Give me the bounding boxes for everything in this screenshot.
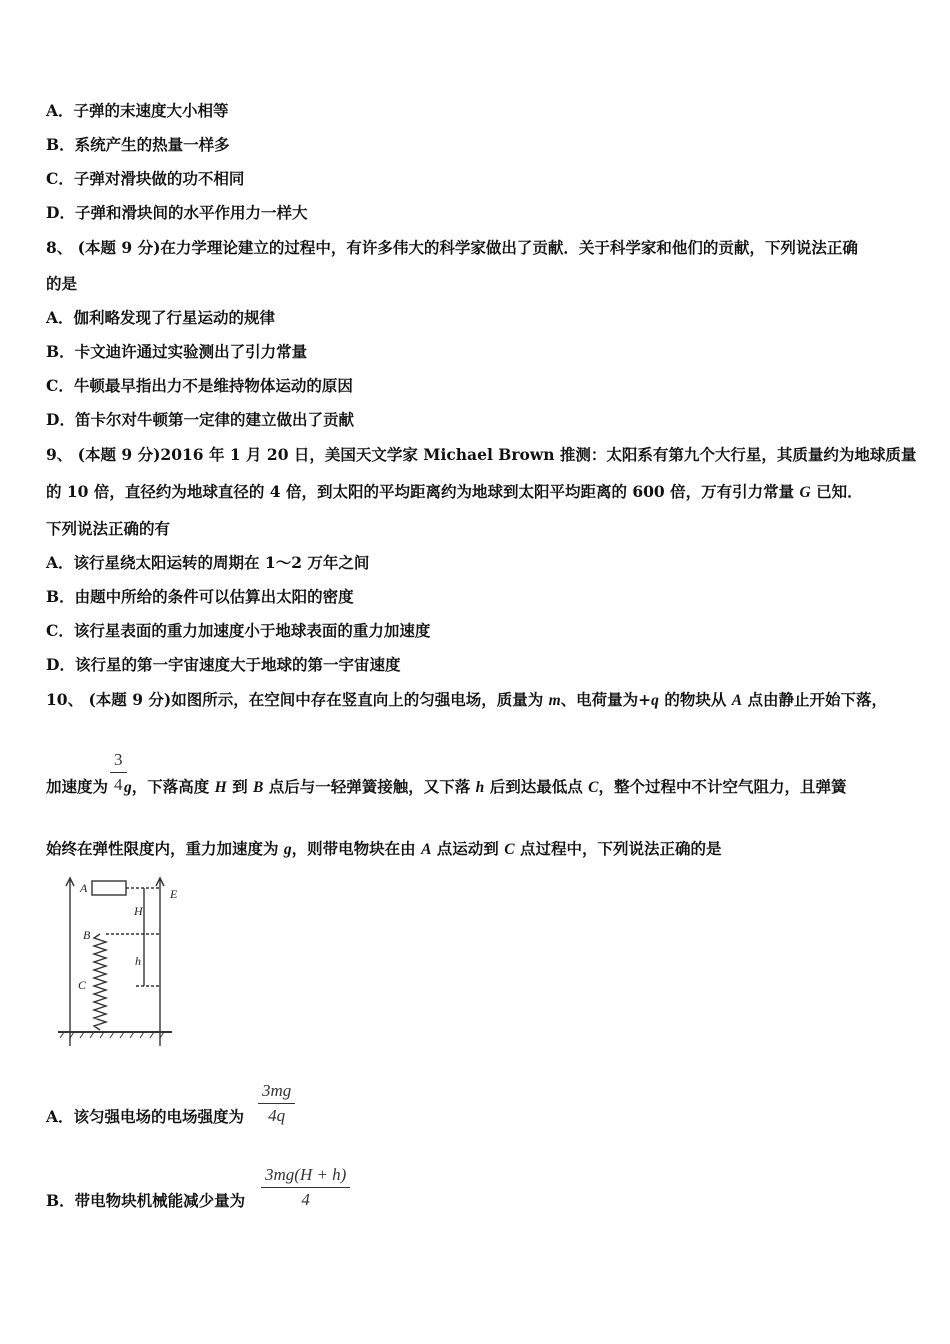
- q9-stem-line2: 的 10 倍，直径约为地球直径的 4 倍，到太阳的平均距离约为地球到太阳平均距离的 600 倍，万有引力常量 G 已知．: [46, 482, 863, 501]
- q9-stem-line3: 下列说法正确的有: [46, 519, 171, 538]
- label-b: B: [83, 928, 91, 942]
- q8-option-d: D．笛卡尔对牛顿第一定律的建立做出了贡献: [46, 410, 354, 429]
- spring-field-figure: [56, 870, 196, 1050]
- q10-option-a: A．该匀强电场的电场强度为: [46, 1107, 245, 1126]
- block-a: [92, 881, 126, 895]
- q7-option-a: A．子弹的末速度大小相等: [46, 101, 229, 120]
- q8-stem-line2: 的是: [46, 274, 78, 293]
- label-h-big: H: [134, 904, 143, 918]
- q10-stem-line2: 加速度为 g，下落高度 H 到 B 点后与一轻弹簧接触，又下落 h 后到达最低点 C，整个过程中不计空气阻力，且弹簧: [46, 777, 847, 796]
- q10-stem-line3: 始终在弹性限度内，重力加速度为 g，则带电物块在由 A 点运动到 C 点过程中，下列说法正确的是: [46, 839, 722, 858]
- q10-option-b: B．带电物块机械能减少量为: [46, 1191, 246, 1210]
- q10-stem-line1: 10、 (本题 9 分)如图所示，在空间中存在竖直向上的匀强电场，质量为 m、电荷量为+q 的物块从 A 点由静止开始下落，: [46, 690, 887, 709]
- q9-option-b: B．由题中所给的条件可以估算出太阳的密度: [46, 587, 354, 606]
- q8-option-c: C．牛顿最早指出力不是维持物体运动的原因: [46, 376, 353, 395]
- q8-option-a: A．伽利略发现了行星运动的规律: [46, 308, 276, 327]
- q9-option-d: D．该行星的第一宇宙速度大于地球的第一宇宙速度: [46, 655, 401, 674]
- q7-option-b: B．系统产生的热量一样多: [46, 135, 230, 154]
- spring: [94, 934, 106, 1030]
- q9-stem-line1: 9、 (本题 9 分)2016 年 1 月 20 日，美国天文学家 Michael Brown 推测：太阳系有第九个大行星，其质量约为地球质量: [46, 445, 917, 464]
- label-h-small: h: [135, 954, 141, 968]
- q8-option-b: B．卡文迪许通过实验测出了引力常量: [46, 342, 308, 361]
- label-a: A: [80, 881, 88, 895]
- q8-stem-line1: 8、 (本题 9 分)在力学理论建立的过程中，有许多伟大的科学家做出了贡献．关于科学家和他们的贡献，下列说法正确: [46, 238, 858, 257]
- q9-option-a: A．该行星绕太阳运转的周期在 1～2 万年之间: [46, 553, 370, 572]
- q7-option-d: D．子弹和滑块间的水平作用力一样大: [46, 203, 308, 222]
- energy-loss-fraction: 3mg(H + h) 4: [261, 1165, 350, 1210]
- q7-option-c: C．子弹对滑块做的功不相同: [46, 169, 245, 188]
- label-c: C: [78, 978, 87, 992]
- acceleration-fraction: 3 4: [110, 750, 127, 795]
- q9-option-c: C．该行星表面的重力加速度小于地球表面的重力加速度: [46, 621, 431, 640]
- label-e: E: [170, 887, 178, 901]
- efield-fraction: 3mg 4q: [258, 1081, 295, 1126]
